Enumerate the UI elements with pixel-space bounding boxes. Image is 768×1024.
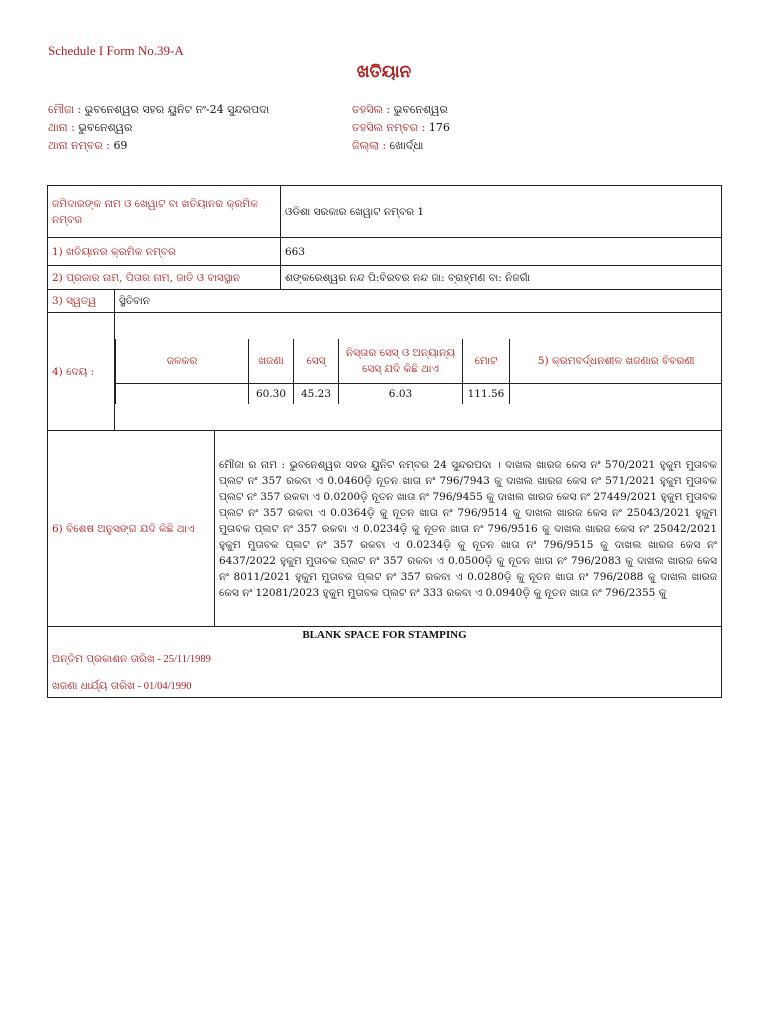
dues-table bbox=[115, 339, 722, 404]
right-value: ସ୍ଥିତିବାନ bbox=[115, 290, 722, 313]
tahasil-value: ଭୁବନେଶ୍ୱର bbox=[393, 103, 448, 116]
owner-label: ଜମିଦାରଙ୍କ ନାମ ଓ ଖେୱାଟ ବା ଖତିୟାନର କ୍ରମିକ ନମ୍ବର bbox=[48, 186, 281, 238]
khatiyan-table bbox=[47, 185, 722, 698]
rent-date-label: ଖଜଣା ଧାର୍ଯ୍ୟ ତାରିଖ bbox=[52, 680, 135, 692]
tenant-row bbox=[48, 266, 722, 290]
tenant-label: 2) ପ୍ରଜାର ନାମ, ପିତାର ନାମ, ଜାତି ଓ ବାସସ୍ଥାନ bbox=[48, 266, 281, 290]
rent-date-line bbox=[52, 678, 717, 695]
dues-header-total: ମୋଟ bbox=[463, 339, 510, 383]
separator: : bbox=[378, 139, 390, 152]
dues-value-progressive-rent bbox=[510, 383, 722, 404]
thana-value: ଭୁବନେଶ୍ୱର bbox=[78, 121, 133, 134]
separator: : bbox=[383, 103, 394, 116]
dues-value-water-tax bbox=[116, 383, 249, 404]
khatiyan-value: 663 bbox=[281, 238, 722, 266]
separator: : bbox=[74, 103, 85, 116]
tahasil-no-label: ତହସିଲ ନମ୍ବର bbox=[352, 121, 419, 134]
dash: - bbox=[134, 681, 144, 692]
owner-row bbox=[48, 186, 722, 238]
thana-no-value: 69 bbox=[113, 139, 128, 152]
dues-header-cess: ସେସ୍ bbox=[294, 339, 339, 383]
tenant-value: ଶଙ୍କରେଶ୍ୱର ନନ୍ଦ ପି:ବିରବର ନନ୍ଦ ଜା: ବ୍ରାହ୍ମଣ ବା: ନିଜଗାଁ bbox=[281, 266, 722, 290]
right-label: 3) ସ୍ୱତ୍ୱ bbox=[48, 290, 115, 313]
remarks-value: ମୌଜା ର ନାମ : ଭୁବନେଶ୍ୱର ସହର ୟୁନିଟ ନମ୍ବର 24 ସୁନ୍ଦରପଦା । ଦାଖଲ ଖାରଜ କେସ ନଂ 570/2021 ହୁକୁମ ମୁତାବକ ପ୍ଲଟ ନଂ 357 ରକବା ଏ 0.0460ଡ଼ି ନୂତନ ଖାତା ନଂ 796/7943 କୁ ଦାଖଲ ଖାରଜ କେସ ନଂ 571/2021 ହୁକୁମ ମୁତାବକ ପ୍ଲଟ ନଂ 357 ରକବା ଏ 0.0200ଡ଼ି ନୂତନ ଖାତା ନଂ 796/9455 କୁ ଦାଖଲ ଖାରଜ କେସ ନଂ 27449/2021 ହୁକୁମ ମୁତାବକ ପ୍ଲଟ ନଂ 357 ରକବା ଏ 0.0364ଡ଼ି କୁ ନୂତନ ଖାତା ନଂ 796/9514 କୁ ଦାଖଲ ଖାରଜ କେସ ନଂ 25043/2021 ହୁକୁମ ମୁତାବକ ପ୍ଲଟ ନଂ 357 ରକବା ଏ 0.0234ଡ଼ି କୁ ନୂତନ ଖାତା ନଂ 796/9516 କୁ ଦାଖଲ ଖାରଜ କେସ ନଂ 25042/2021 ହୁକୁମ ମୁତାବକ ପ୍ଲଟ ନଂ 357 ରକବା ଏ 0.0234ଡ଼ି କୁ ନୂତନ ଖାତା ନଂ 796/9515 କୁ ଦାଖଲ ଖାରଜ କେସ ନଂ 6437/2022 ହୁକୁମ ମୁତାବକ ପ୍ଲଟ ନଂ 357 ରକବା ଏ 0.0500ଡ଼ି କୁ ନୂତନ ଖାତା ନଂ 796/2083 କୁ ଦାଖଲ ଖାରଜ କେସ ନଂ 8011/2021 ହୁକୁମ ମୁତାବକ ପ୍ଲଟ ନଂ 357 ରକବା ଏ 0.0280ଡ଼ି କୁ ନୂତନ ଖାତା ନଂ 796/2088 କୁ ଦାଖଲ ଖାରଜ କେସ ନଂ 12081/2023 ହୁକୁମ ମୁତାବକ ପ୍ଲଟ ନଂ 333 ରକବା ଏ 0.0940ଡ଼ି କୁ ନୂତନ ଖାତା ନଂ 796/2355 କୁ bbox=[215, 431, 722, 627]
thana-label: ଥାନା bbox=[48, 121, 68, 134]
dues-value-total: 111.56 bbox=[463, 383, 510, 404]
remarks-row bbox=[48, 431, 722, 627]
thana-no-label: ଥାନା ନମ୍ବର bbox=[48, 139, 103, 152]
separator: : bbox=[102, 139, 114, 152]
thana-line bbox=[48, 119, 269, 137]
stamp-cell bbox=[48, 627, 722, 698]
right-row bbox=[48, 290, 722, 313]
dues-header-water-tax: ଜଳକର bbox=[116, 339, 249, 383]
dash: - bbox=[154, 654, 164, 665]
dues-cell bbox=[115, 313, 722, 431]
stamp-title: BLANK SPACE FOR STAMPING bbox=[302, 629, 467, 641]
dues-value-nistar-cess: 6.03 bbox=[339, 383, 463, 404]
dues-header-nistar-cess: ନିସ୍ତାର ସେସ୍ ଓ ଅନ୍ୟାନ୍ୟ ସେସ୍ ଯଦି କିଛି ଥାଏ bbox=[339, 339, 463, 383]
dues-header-progressive-rent: 5) କ୍ରମବର୍ଦ୍ଧନଶୀଳ ଖଜଣାର ବିବରଣୀ bbox=[510, 339, 722, 383]
separator: : bbox=[418, 121, 429, 134]
dues-row bbox=[48, 313, 722, 431]
tahasil-label: ତହସିଲ bbox=[352, 103, 383, 116]
khatiyan-row bbox=[48, 238, 722, 266]
owner-value: ଓଡିଶା ସରକାର ଖେୱାଟ ନମ୍ବର 1 bbox=[281, 186, 722, 238]
tahasil-line bbox=[352, 101, 450, 119]
mouza-value: ଭୁବନେଶ୍ୱର ସହର ୟୁନିଟ ନଂ-24 ସୁନ୍ଦରପଦା bbox=[84, 103, 270, 116]
dues-value-rent: 60.30 bbox=[249, 383, 294, 404]
final-pub-label: ଅନ୍ତିମ ପ୍ରକାଶନ ତାରିଖ bbox=[52, 653, 155, 665]
dues-header-rent: ଖଜଣା bbox=[249, 339, 294, 383]
thana-no-line bbox=[48, 137, 269, 155]
separator: : bbox=[67, 121, 79, 134]
dues-label: 4) ଦେୟ : bbox=[48, 313, 115, 431]
district-line bbox=[352, 137, 450, 155]
mouza-label: ମୌଜା bbox=[48, 103, 75, 116]
rent-date-value: 01/04/1990 bbox=[143, 681, 192, 692]
stamp-row bbox=[48, 627, 722, 698]
remarks-label: 6) ବିଶେଷ ଅନୁସଙ୍ଗ ଯଦି କିଛି ଥାଏ bbox=[48, 431, 215, 627]
dues-value-cess: 45.23 bbox=[294, 383, 339, 404]
mouza-line bbox=[48, 101, 269, 119]
district-value: ଖୋର୍ଦ୍ଧା bbox=[389, 139, 424, 152]
final-pub-value: 25/11/1989 bbox=[163, 654, 211, 665]
form-number: Schedule I Form No.39-A bbox=[48, 43, 184, 58]
district-label: ଜିଲ୍ଲା bbox=[352, 139, 379, 152]
tahasil-no-value: 176 bbox=[428, 121, 450, 134]
header-left bbox=[48, 101, 269, 155]
final-pub-line bbox=[52, 651, 717, 668]
tahasil-no-line bbox=[352, 119, 450, 137]
khatiyan-label: 1) ଖତିୟାନର କ୍ରମିକ ନମ୍ବର bbox=[48, 238, 281, 266]
header-right bbox=[352, 101, 450, 155]
page-title: ଖତିୟାନ bbox=[356, 62, 412, 82]
